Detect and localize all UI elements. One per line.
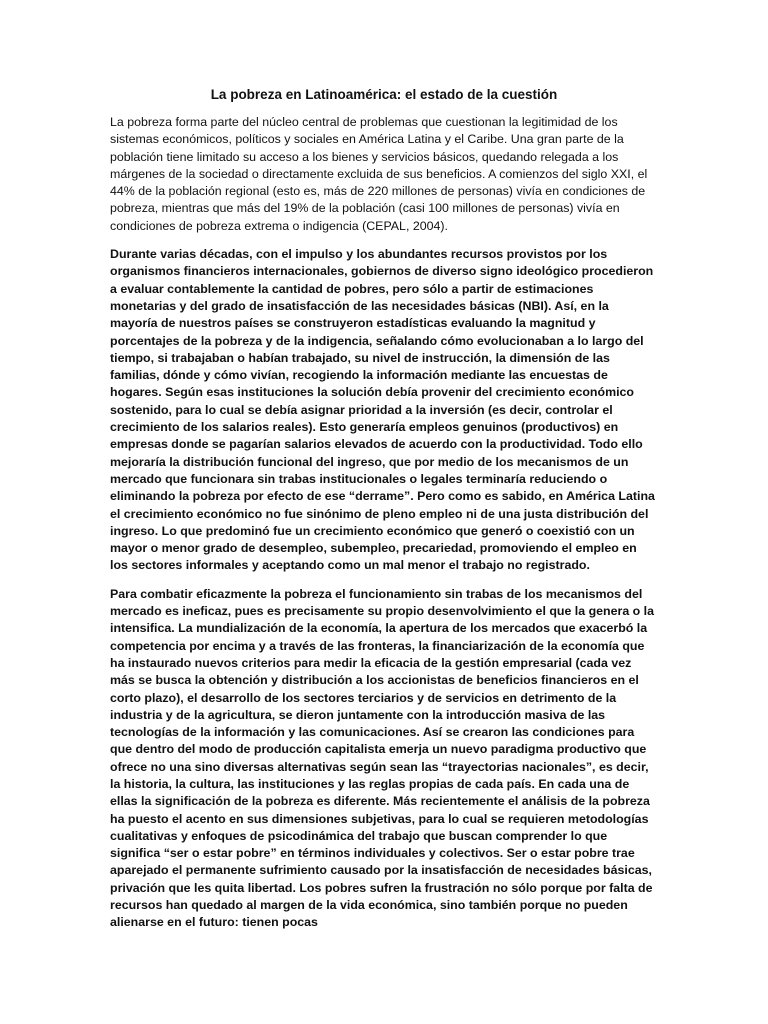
paragraph-1: La pobreza forma parte del núcleo central de problemas que cuestionan la legitimidad de los sistemas económicos, políticos y sociales en América Latina y el Caribe. Una gran parte de la población tiene limitado su acceso a los bienes y servicios básicos, quedando relegada a los márgenes de la sociedad o directamente excluida de sus beneficios. A comienzos del siglo XXI, el 44% de la población regional (esto es, más de 220 millones de personas) vivía en condiciones de pobreza, mientras que más del 19% de la población (casi 100 millones de personas) vivía en condiciones de pobreza extrema o indigencia (CEPAL, 2004). [110,115,648,233]
document-page [110,86,658,943]
paragraph-3: Para combatir eficazmente la pobreza el funcionamiento sin trabas de los mecanismos del mercado es ineficaz, pues es precisamente su propio desenvolvimiento el que la genera o la intensifica. La mundialización de la economía, la apertura de los mercados que exacerbó la competencia por encima y a través de las fronteras, la financiarización de la economía que ha instaurado nuevos criterios para medir la eficacia de la gestión empresarial (cada vez más se busca la obtención y distribución a los accionistas de beneficios financieros en el corto plazo), el desarrollo de los sectores terciarios y de servicios en detrimento de la industria y de la agricultura, se dieron juntamente con la introducción masiva de las tecnologías de la información y las comunicaciones. Así se crearon las condiciones para que dentro del modo de producción capitalista emerja un nuevo paradigma productivo que ofrece no una sino diversas alternativas según sean las “trayectorias nacionales”, es decir, la historia, la cultura, las instituciones y las reglas propias de cada país. En cada una de ellas la significación de la pobreza es diferente. Más recientemente el análisis de la pobreza ha puesto el acento en sus dimensiones subjetivas, para lo cual se requieren metodologías cualitativas y enfoques de psicodinámica del trabajo que buscan comprender lo que significa “ser o estar pobre” en términos individuales y colectivos. Ser o estar pobre trae aparejado el permanente sufrimiento causado por la insatisfacción de necesidades básicas, privación que les quita libertad. Los pobres sufren la frustración no sólo porque por falta de recursos han quedado al margen de la vida económica, sino también porque no pueden alienarse en el futuro: tienen pocas [110,586,655,930]
document-title: La pobreza en Latinoamérica: el estado de la cuestión [210,87,558,102]
paragraph-2: Durante varias décadas, con el impulso y los abundantes recursos provistos por los organismos financieros internacionales, gobiernos de diverso signo ideológico procedieron a evaluar contablemente la cantidad de pobres, pero sólo a partir de estimaciones monetarias y del grado de insatisfacción de las necesidades básicas (NBI). Así, en la mayoría de nuestros países se construyeron estadísticas evaluando la magnitud y porcentajes de la pobreza y de la indigencia, señalando cómo evolucionaban a lo largo del tiempo, si trabajaban o habían trabajado, su nivel de instrucción, la dimensión de las familias, dónde y cómo vivían, recogiendo la información mediante las encuestas de hogares. Según esas instituciones la solución debía provenir del crecimiento económico sostenido, para lo cual se debía asignar prioridad a la inversión (es decir, controlar el crecimiento de los salarios reales). Esto generaría empleos genuinos (productivos) en empresas donde se pagarían salarios elevados de acuerdo con la productividad. Todo ello mejoraría la distribución funcional del ingreso, que por medio de los mecanismos de un mercado que funcionara sin trabas institucionales o legales terminaría reduciendo o eliminando la pobreza por efecto de ese “derrame”. Pero como es sabido, en América Latina el crecimiento económico no fue sinónimo de pleno empleo ni de una justa distribución del ingreso. Lo que predominó fue un crecimiento económico que generó o coexistió con un mayor o menor grado de desempleo, subempleo, precariedad, promoviendo el empleo en los sectores informales y aceptando como un mal menor el trabajo no registrado. [110,247,655,573]
